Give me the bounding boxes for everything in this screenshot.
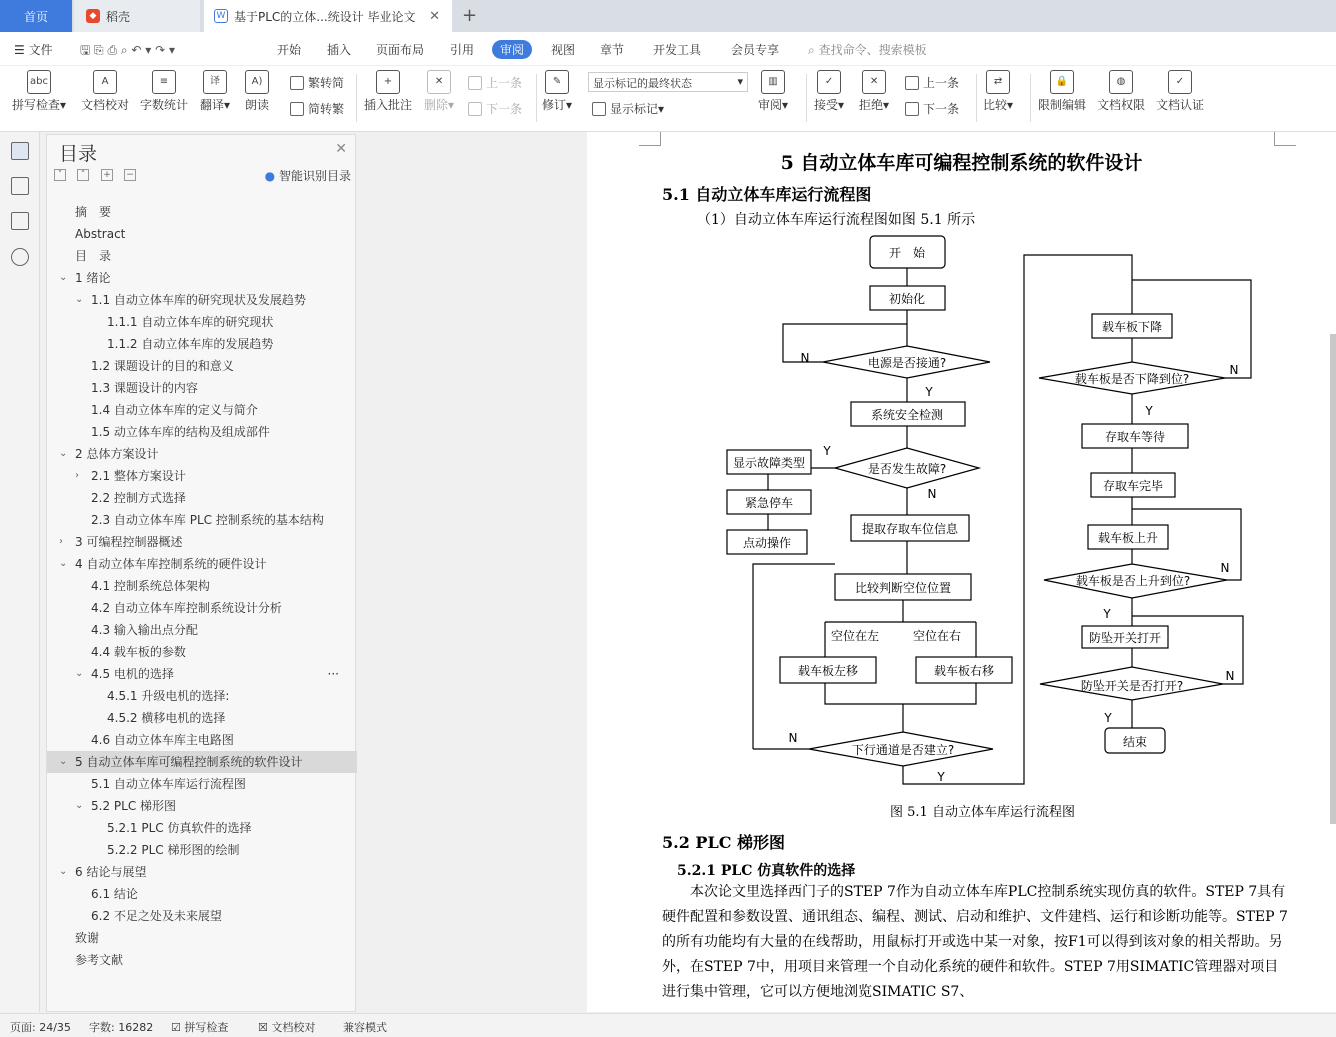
toc-item-label: 4.5.2 横移电机的选择 xyxy=(107,711,226,725)
toc-item[interactable] xyxy=(47,487,357,509)
toc-item[interactable] xyxy=(47,465,357,487)
toc-item[interactable] xyxy=(47,619,357,641)
document-page[interactable] xyxy=(587,132,1336,1012)
tab-daoke-label: 稻壳 xyxy=(106,9,131,24)
flow-label-y: Y xyxy=(1145,404,1153,418)
toc-item[interactable] xyxy=(47,883,357,905)
delete-comment-button[interactable]: ✕ 删除▾ xyxy=(424,70,454,113)
toc-item-label: 5.2.2 PLC 梯形图的绘制 xyxy=(107,843,240,857)
accept-label: 接受 xyxy=(814,98,839,112)
review-pane-button[interactable]: ▥ 审阅▾ xyxy=(758,70,788,113)
section-heading: 5.2 PLC 梯形图 xyxy=(662,833,785,852)
toc-item-label: 1.4 自动立体车库的定义与简介 xyxy=(91,403,258,417)
toc-title: 目录 xyxy=(59,143,98,165)
word-count-button[interactable] xyxy=(140,70,188,113)
tab-home-label: 首页 xyxy=(23,9,48,24)
toolbar-divider xyxy=(1030,74,1031,122)
doc-permission-button[interactable] xyxy=(1097,70,1145,113)
simp-trad-button[interactable] xyxy=(290,100,344,117)
toc-item-label: 4.2 自动立体车库控制系统设计分析 xyxy=(91,601,282,615)
close-tab-icon[interactable]: ✕ xyxy=(429,8,440,24)
toc-item-label: 4.4 载车板的参数 xyxy=(91,645,186,659)
review-toolbar xyxy=(0,66,1336,132)
expand-up-icon[interactable]: ˄ xyxy=(77,169,89,181)
markup-state-select[interactable] xyxy=(588,72,748,92)
close-icon[interactable]: ✕ xyxy=(335,141,347,157)
status-bar xyxy=(0,1013,1336,1037)
proofread-small-icon: ☒ xyxy=(258,1021,268,1034)
convert-icon xyxy=(290,102,304,116)
flow-power-text: 电源是否接通? xyxy=(867,356,947,370)
toc-item[interactable] xyxy=(47,707,357,729)
smart-toc-button[interactable] xyxy=(265,167,351,184)
read-aloud-button[interactable] xyxy=(245,70,269,113)
chevron-down-icon: ▾ xyxy=(737,75,743,88)
chevron-down-icon[interactable]: ⌄ xyxy=(59,558,68,569)
spell-check-label: 拼写检查 xyxy=(12,98,61,112)
spell-check-icon: abc xyxy=(27,70,51,94)
next-comment-label: 下一条 xyxy=(486,102,523,116)
insert-comment-label: 插入批注 xyxy=(364,98,413,112)
toc-item-label: 3 可编程控制器概述 xyxy=(75,535,183,549)
translate-label: 翻译 xyxy=(200,98,225,112)
flow-done-text: 存取车完毕 xyxy=(1102,479,1164,493)
flow-board-down-text: 载车板下降 xyxy=(1101,320,1163,334)
read-aloud-icon: A) xyxy=(245,70,269,94)
toc-item[interactable] xyxy=(47,663,357,685)
toc-item-label: 2 总体方案设计 xyxy=(75,447,159,461)
status-proof-label: 文档校对 xyxy=(271,1021,316,1034)
toc-item[interactable] xyxy=(47,773,357,795)
doc-certify-label: 文档认证 xyxy=(1156,98,1205,112)
flow-init-text: 初始化 xyxy=(888,292,926,306)
flow-up-done-text: 载车板是否上升到位? xyxy=(1075,574,1191,588)
chevron-down-icon[interactable]: ⌄ xyxy=(59,756,68,767)
toc-item-label: 1.1 自动立体车库的研究现状及发展趋势 xyxy=(91,293,306,307)
doc-certify-button[interactable] xyxy=(1156,70,1204,113)
toc-item[interactable] xyxy=(47,795,357,817)
prev-change-label: 上一条 xyxy=(923,76,960,90)
chevron-down-icon[interactable]: ⌄ xyxy=(75,668,84,679)
file-menu-label: 文件 xyxy=(28,43,53,57)
toc-item-label: 5.2 PLC 梯形图 xyxy=(91,799,177,813)
toc-item-label: 5 自动立体车库可编程控制系统的软件设计 xyxy=(75,755,303,769)
toc-item-label: 4 自动立体车库控制系统的硬件设计 xyxy=(75,557,267,571)
toc-item-label: 4.3 输入输出点分配 xyxy=(91,623,198,637)
flow-label-y: Y xyxy=(1103,607,1111,621)
search-command-label: 查找命令、搜索模板 xyxy=(818,43,927,57)
menu-chapter[interactable]: 章节 xyxy=(600,43,625,57)
show-markup-button[interactable]: 显示标记 ▾ xyxy=(592,100,664,117)
menu-bar xyxy=(0,32,1336,66)
next-change-icon xyxy=(905,102,919,116)
toc-item-label: 参考文献 xyxy=(75,953,124,967)
flow-down-done-text: 载车板是否下降到位? xyxy=(1074,372,1190,386)
toc-item-label: Abstract xyxy=(75,227,126,241)
toc-item[interactable] xyxy=(47,421,357,443)
flowchart xyxy=(587,132,1336,812)
chevron-down-icon[interactable]: ⌄ xyxy=(59,448,68,459)
toc-panel-icon[interactable] xyxy=(11,142,29,160)
toc-item[interactable] xyxy=(47,377,357,399)
toc-item[interactable] xyxy=(47,575,357,597)
track-changes-button[interactable]: ✎ 修订▾ xyxy=(542,70,572,113)
toc-item-label: 目 录 xyxy=(75,249,112,263)
flow-label-y: Y xyxy=(925,385,933,399)
toc-item-label: 2.2 控制方式选择 xyxy=(91,491,186,505)
flow-move-left-text: 载车板左移 xyxy=(797,664,859,678)
reject-button[interactable]: ✕ 拒绝▾ xyxy=(859,70,889,113)
toc-item-label: 4.1 控制系统总体架构 xyxy=(91,579,210,593)
checkbox-icon: ☑ xyxy=(171,1021,181,1034)
accept-icon: ✓ xyxy=(817,70,841,94)
lock-icon: 🔒 xyxy=(1050,70,1074,94)
menu-review[interactable]: 审阅 xyxy=(492,40,532,59)
proofread-label: 文档校对 xyxy=(81,98,130,112)
file-menu[interactable]: ☰ 文件 xyxy=(14,43,53,57)
tab-document-label: 基于PLC的立体...统设计 毕业论文 xyxy=(234,9,416,24)
flow-label-n: N xyxy=(1229,363,1239,377)
menu-member[interactable]: 会员专享 xyxy=(731,43,780,57)
toc-item-label: 1.2 课题设计的目的和意义 xyxy=(91,359,234,373)
chevron-down-icon[interactable]: ⌄ xyxy=(75,800,84,811)
more-options-icon[interactable]: ··· xyxy=(327,667,339,681)
toc-item-label: 2.3 自动立体车库 PLC 控制系统的基本结构 xyxy=(91,513,324,527)
tab-document[interactable] xyxy=(204,0,452,32)
comment-icon: + xyxy=(376,70,400,94)
toc-item[interactable] xyxy=(47,839,357,861)
flow-start-text: 开 始 xyxy=(888,246,926,260)
flow-safety-text: 系统安全检测 xyxy=(870,408,944,422)
toc-item[interactable] xyxy=(47,553,357,575)
prev-change-button[interactable] xyxy=(905,74,959,91)
smart-toc-label: 智能识别目录 xyxy=(278,169,351,183)
accept-button[interactable]: ✓ 接受▾ xyxy=(814,70,844,113)
toc-item-label: 4.5 电机的选择 xyxy=(91,667,174,681)
next-icon xyxy=(468,102,482,116)
simp-trad-label: 简转繁 xyxy=(308,102,345,116)
delete-comment-label: 删除 xyxy=(424,98,449,112)
chevron-down-icon[interactable]: ⌄ xyxy=(59,272,68,283)
read-aloud-label: 朗读 xyxy=(245,98,270,112)
permission-icon: ◍ xyxy=(1109,70,1133,94)
flow-label-n: N xyxy=(800,351,810,365)
translate-button[interactable]: 译 翻译▾ xyxy=(200,70,230,113)
menu-layout[interactable]: 页面布局 xyxy=(376,43,425,57)
flow-wait-text: 存取车等待 xyxy=(1104,430,1166,444)
prev-icon xyxy=(468,76,482,90)
toc-item-label: 1.1.2 自动立体车库的发展趋势 xyxy=(107,337,274,351)
reject-icon: ✕ xyxy=(862,70,886,94)
toc-item-label: 6.2 不足之处及未来展望 xyxy=(91,909,222,923)
status-spell-check[interactable] xyxy=(171,1019,228,1035)
toc-item-label: 1.5 动立体车库的结构及组成部件 xyxy=(91,425,270,439)
add-heading-icon[interactable]: + xyxy=(101,169,113,181)
vertical-scrollbar[interactable] xyxy=(1330,334,1336,824)
body-line: （1）自动立体车库运行流程图如图 5.1 所示 xyxy=(697,212,976,228)
toc-item[interactable] xyxy=(47,443,357,465)
trad-simp-button[interactable] xyxy=(290,74,344,91)
toc-item[interactable] xyxy=(47,201,357,223)
toc-item[interactable] xyxy=(47,289,357,311)
track-changes-label: 修订 xyxy=(542,98,567,112)
flow-move-right-text: 载车板右移 xyxy=(933,664,995,678)
left-rail xyxy=(0,132,40,1012)
flow-guard-open-text: 防坠开关打开 xyxy=(1088,631,1162,645)
toc-item[interactable] xyxy=(47,509,357,531)
show-markup-label: 显示标记 xyxy=(610,102,659,116)
markup-state-value: 显示标记的最终状态 xyxy=(593,77,692,90)
chevron-right-icon[interactable]: › xyxy=(75,470,79,481)
prev-comment-button[interactable] xyxy=(468,74,522,91)
insert-comment-button[interactable] xyxy=(364,70,412,113)
toolbar-divider xyxy=(976,74,977,122)
toc-item-label: 4.5.1 升级电机的选择: xyxy=(107,689,230,703)
flow-compare-text: 比较判断空位位置 xyxy=(854,581,952,595)
toc-item[interactable] xyxy=(47,333,357,355)
review-pane-icon: ▥ xyxy=(761,70,785,94)
flow-label-n: N xyxy=(927,487,937,501)
flow-show-fault-text: 显示故障类型 xyxy=(732,456,806,470)
toc-item-label: 摘 要 xyxy=(75,205,112,219)
canvas-background xyxy=(360,132,587,1012)
menu-insert[interactable]: 插入 xyxy=(327,43,352,57)
bookmark-icon[interactable] xyxy=(11,212,29,230)
toc-item[interactable] xyxy=(47,949,357,971)
certify-icon: ✓ xyxy=(1168,70,1192,94)
menu-reference[interactable]: 引用 xyxy=(450,43,475,57)
compat-mode: 兼容模式 xyxy=(343,1021,387,1034)
subsection-heading: 5.2.1 PLC 仿真软件的选择 xyxy=(677,863,856,879)
flow-board-up-text: 载车板上升 xyxy=(1097,531,1159,545)
translate-icon: 译 xyxy=(203,70,227,94)
word-doc-icon: W xyxy=(214,9,228,23)
toolbar-divider xyxy=(536,74,537,122)
toc-item[interactable] xyxy=(47,597,357,619)
body-paragraph: 本次论文里选择西门子的STEP 7作为自动立体车库PLC控制系统实现仿真的软件。STEP 7具有硬件配置和参数设置、通讯组态、编程、测试、启动和维护、文件建档、运行和诊断功能等。STEP 7的所有功能均有大量的在线帮助，用鼠标打开或选中某一对象，按F1可以得到该对象的相关帮助。另外，在STEP 7中，用项目来管理一个自动化系统的硬件和软件。STEP 7用SIMATIC管理器对项目进行集中管理，它可以方便地浏览SIMATIC S7、 xyxy=(662,884,1288,1000)
status-spell-label: 拼写检查 xyxy=(184,1021,229,1034)
toc-list xyxy=(47,201,357,971)
search-icon: ⌕ xyxy=(808,43,815,57)
chevron-down-icon[interactable]: ⌄ xyxy=(75,294,84,305)
daoke-icon: ◆ xyxy=(86,9,100,23)
toc-item-label: 4.6 自动立体车库主电路图 xyxy=(91,733,234,747)
flow-fetch-text: 提取存取车位信息 xyxy=(861,522,959,536)
proofread-icon: A xyxy=(93,70,117,94)
quick-access-icons[interactable]: 🖫 ⎘ ⎙ ⌕ ↶ ▾ ↷ ▾ xyxy=(80,43,176,57)
navigation-icon[interactable] xyxy=(11,177,29,195)
search-panel-icon[interactable] xyxy=(11,248,29,266)
delete-comment-icon: ✕ xyxy=(427,70,451,94)
page-indicator[interactable]: 页面: 24/35 xyxy=(10,1021,71,1034)
flow-label-n: N xyxy=(1225,669,1235,683)
compare-button[interactable]: ⇄ 比较▾ xyxy=(983,70,1013,113)
toc-item-label: 1.1.1 自动立体车库的研究现状 xyxy=(107,315,274,329)
toc-item-label: 5.2.1 PLC 仿真软件的选择 xyxy=(107,821,252,835)
prev-comment-label: 上一条 xyxy=(486,76,523,90)
smart-icon: ● xyxy=(264,169,276,183)
toc-item[interactable] xyxy=(47,751,357,773)
toc-item[interactable] xyxy=(47,267,357,289)
flow-estop-text: 紧急停车 xyxy=(744,496,794,510)
toc-item-label: 1.3 课题设计的内容 xyxy=(91,381,198,395)
flow-right-empty-text: 空位在右 xyxy=(912,629,962,643)
chapter-heading: 5 自动立体车库可编程控制系统的软件设计 xyxy=(780,152,1143,174)
show-markup-icon xyxy=(592,102,606,116)
flow-label-y: Y xyxy=(823,444,831,458)
flow-left-empty-text: 空位在左 xyxy=(830,629,880,643)
toc-item[interactable] xyxy=(47,685,357,707)
flow-label-n: N xyxy=(1220,561,1230,575)
toc-item[interactable] xyxy=(47,729,357,751)
prev-change-icon xyxy=(905,76,919,90)
chevron-right-icon[interactable]: › xyxy=(59,536,63,547)
menu-view[interactable]: 视图 xyxy=(551,43,576,57)
menu-start[interactable]: 开始 xyxy=(277,43,302,57)
flow-guard-check-text: 防坠开关是否打开? xyxy=(1080,679,1184,693)
toc-item[interactable] xyxy=(47,399,357,421)
toc-item[interactable] xyxy=(47,311,357,333)
flow-label-y: Y xyxy=(937,770,945,784)
new-tab-icon[interactable]: + xyxy=(462,5,478,26)
word-count-icon: ≡ xyxy=(152,70,176,94)
compare-icon: ⇄ xyxy=(986,70,1010,94)
track-changes-icon: ✎ xyxy=(545,70,569,94)
doc-permission-label: 文档权限 xyxy=(1097,98,1146,112)
status-proofread[interactable] xyxy=(258,1019,315,1035)
toc-item[interactable] xyxy=(47,641,357,663)
spell-check-button[interactable]: abc 拼写检查▾ xyxy=(12,70,66,113)
restrict-edit-button[interactable] xyxy=(1038,70,1086,113)
chevron-down-icon[interactable]: ⌄ xyxy=(59,866,68,877)
section-heading: 5.1 自动立体车库运行流程图 xyxy=(662,185,872,204)
figure-caption: 图 5.1 自动立体车库运行流程图 xyxy=(890,805,1075,820)
compare-label: 比较 xyxy=(983,98,1008,112)
collapse-all-icon[interactable]: ˅ xyxy=(54,169,66,181)
search-command[interactable] xyxy=(808,41,927,58)
restrict-edit-label: 限制编辑 xyxy=(1038,98,1087,112)
toolbar-divider xyxy=(356,74,357,122)
tab-daoke[interactable] xyxy=(74,0,200,32)
flow-fault-text: 是否发生故障? xyxy=(867,462,947,476)
flow-jog-text: 点动操作 xyxy=(742,536,792,550)
tab-bar xyxy=(0,0,1336,32)
toc-item-label: 致谢 xyxy=(75,931,100,945)
word-count-indicator[interactable]: 字数: 16282 xyxy=(89,1021,154,1034)
flow-end-text: 结束 xyxy=(1122,735,1148,749)
convert-icon xyxy=(290,76,304,90)
toc-item-label: 6 结论与展望 xyxy=(75,865,147,879)
reject-label: 拒绝 xyxy=(859,98,884,112)
next-change-label: 下一条 xyxy=(923,102,960,116)
next-change-button[interactable] xyxy=(905,100,959,117)
toc-item[interactable] xyxy=(47,223,357,245)
toc-item-label: 2.1 整体方案设计 xyxy=(91,469,186,483)
toc-panel xyxy=(46,134,356,1012)
next-comment-button[interactable] xyxy=(468,100,522,117)
flow-lower-text: 下行通道是否建立? xyxy=(851,743,955,757)
toc-item-label: 1 绪论 xyxy=(75,271,111,285)
toc-item[interactable] xyxy=(47,861,357,883)
toc-item[interactable] xyxy=(47,531,357,553)
trad-simp-label: 繁转简 xyxy=(308,76,345,90)
toc-item-label: 5.1 自动立体车库运行流程图 xyxy=(91,777,246,791)
toc-item-label: 6.1 结论 xyxy=(91,887,138,901)
toolbar-divider xyxy=(806,74,807,122)
menu-developer[interactable]: 开发工具 xyxy=(653,43,702,57)
flow-label-n: N xyxy=(788,731,798,745)
toc-item[interactable] xyxy=(47,355,357,377)
toc-item[interactable] xyxy=(47,245,357,267)
review-pane-label: 审阅 xyxy=(758,98,783,112)
flow-label-y: Y xyxy=(1104,711,1112,725)
toc-item[interactable] xyxy=(47,927,357,949)
toc-item[interactable] xyxy=(47,817,357,839)
proofread-button[interactable] xyxy=(81,70,129,113)
tab-home[interactable] xyxy=(0,0,72,32)
remove-heading-icon[interactable]: − xyxy=(124,169,136,181)
toc-item[interactable] xyxy=(47,905,357,927)
word-count-label: 字数统计 xyxy=(140,98,189,112)
